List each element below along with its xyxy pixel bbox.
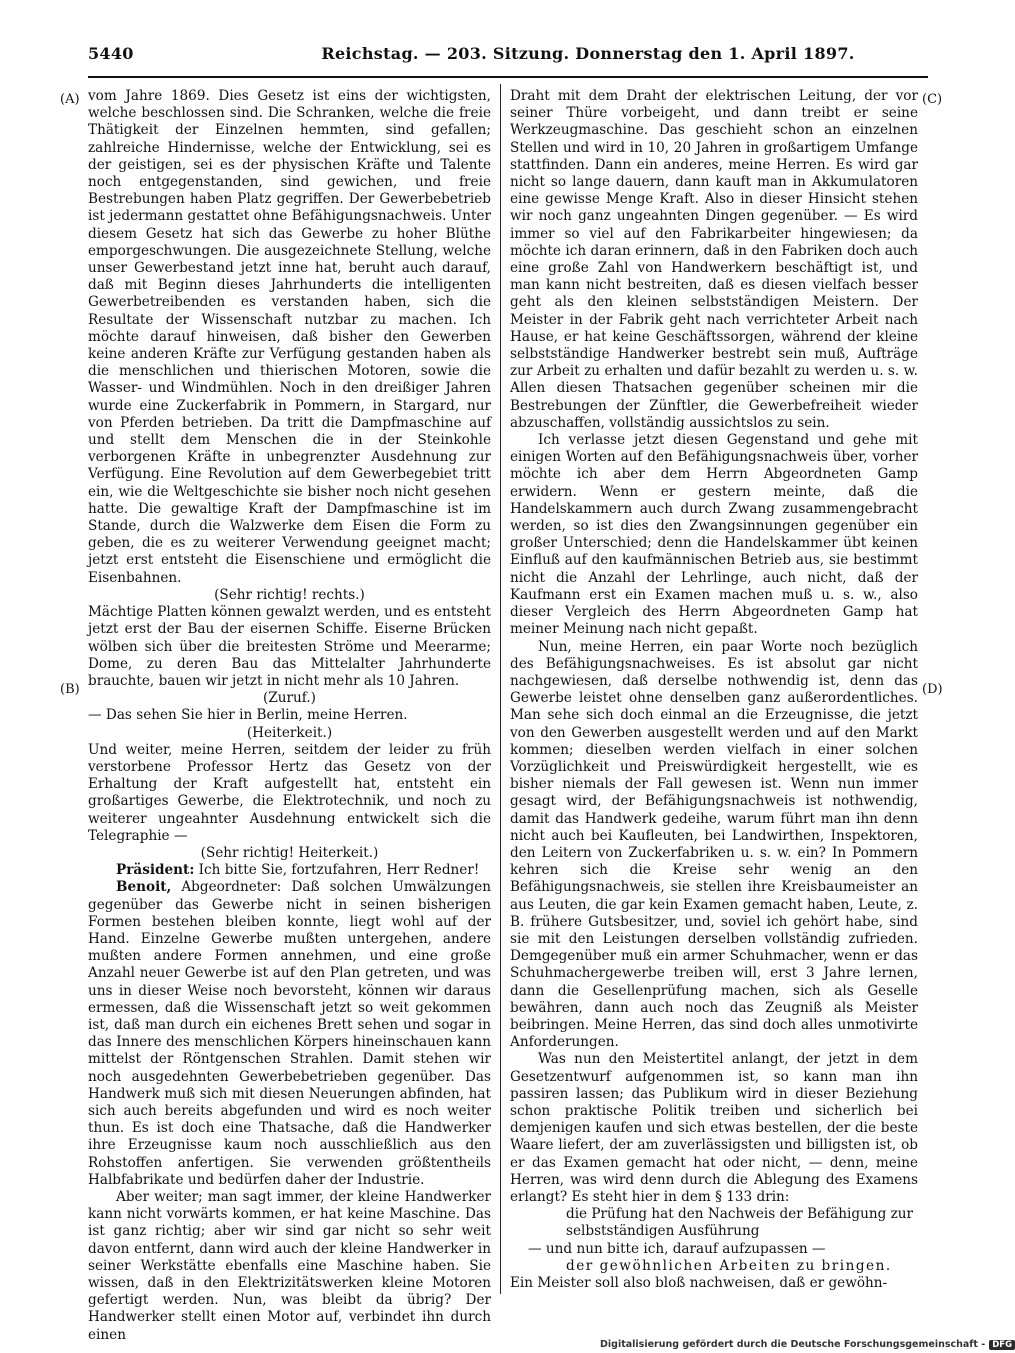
page-title: Reichstag. — 203. Sitzung. Donnerstag den 1. April 1897. xyxy=(321,44,855,63)
margin-mark-c: (C) xyxy=(922,92,943,107)
paragraph: Nun, meine Herren, ein paar Worte noch bezüglich des Befähigungsnachweises. Es ist absolut gar nicht nachgewiesen, daß derselbe nothwendig ist, denn das Gewerbe leistet ohne denselben ganz außerordentliches. Man sehe sich doch einmal an die Erzeugnisse, die jetzt von den Gewerben ausgestellt werden und auf den Markt kommen; dieselben werden vielfach in einer solchen Vorzüglichkeit und Preiswürdigkeit hergestellt, wie es bisher niemals der Fall gewesen ist. Wenn nun immer gesagt wird, der Befähigungsnachweis ist nothwendig, damit das Handwerk gedeihe, warum führt man ihn denn nicht auch bei Kaufleuten, bei Landwirthen, Inspektoren, den Leitern von Zuckerfabriken u. s. w. ein? In Pommern kehren sich die Kreise sehr wenig an den Befähigungsnachweis, sie stellen ihre Kreisbaumeister an aus Leuten, die gar kein Examen gemacht haben, Leute, z. B. frühere Gutsbesitzer, und, soviel ich gehört habe, sind sie mit den Leistungen derselben vollständig zufrieden. Demgegenüber muß ein armer Schuhmacher, wenn er das Schuhmachergewerbe treiben will, erst 3 Jahre lernen, dann die Gesellenprüfung machen, sich als Geselle bewähren, dann auch noch das Zeugniß als Meister beibringen. Meine Herren, das sind doch alles unmotivirte Anforderungen. xyxy=(510,638,918,1051)
speaker-name: Präsident: xyxy=(116,862,195,879)
margin-mark-d: (D) xyxy=(922,682,943,697)
margin-mark-a: (A) xyxy=(60,92,80,107)
page-header xyxy=(88,44,988,70)
interjection: (Heiterkeit.) xyxy=(246,724,333,741)
speaker-paragraph xyxy=(88,862,491,879)
paragraph: vom Jahre 1869. Dies Gesetz ist eins der wichtigsten, welche beschlossen sind. Die Schranken, welche die freie Thätigkeit der Einzelnen hemmten, sind gefallen; zahlreiche Hindernisse, welche der Entwicklung, sei es der geistigen, sei es der physischen Kräfte und Talente noch entgegenstanden, sind gewichen, und freie Bestrebungen haben Platz gegriffen. Der Gewerbebetrieb ist jedermann gestattet ohne Befähigungsnachweis. Unter diesem Gesetz hat sich das Gewerbe zu hoher Blüthe emporgeschwungen. Die ausgezeichnete Stellung, welche unser Gewerbestand jetzt inne hat, beruht auch darauf, daß mit Beginn dieses Jahrhunderts die intelligenten Gewerbetreibenden es verstanden haben, sich die Resultate der Wissenschaft nutzbar zu machen. Ich möchte darauf hinweisen, daß bisher den Gewerben keine anderen Kräfte zur Verfügung gestanden haben als die menschlichen und thierischen Motoren, sowie die Wasser- und Windmühlen. Noch in den dreißiger Jahren wurde eine Zuckerfabrik in Pommern, in Stargard, nur von Pferden betrieben. Da tritt die Dampfmaschine auf und stellt dem Menschen die in der Steinkohle verborgenen Kräfte in unbegrenzter Ausdehnung zur Verfügung. Eine Revolution auf dem Gewerbegebiet tritt ein, wie die Weltgeschichte sie bisher noch nicht gesehen hatte. Die gewaltige Kraft der Dampfmaschine ist im Stande, durch die Walzwerke dem Eisen die Form zu geben, die es zu weiterer Verwendung geeignet macht; jetzt erst entsteht die Eisenschiene und ermöglicht die Eisenbahnen. xyxy=(88,88,491,586)
dfg-logo-icon: DFG xyxy=(989,1340,1015,1350)
header-rule xyxy=(88,76,928,78)
paragraph: Was nun den Meistertitel anlangt, der jetzt in dem Gesetzentwurf aufgenommen ist, so kann man ihn passiren lassen; das Publikum wird in dieser Beziehung schon praktische Politik treiben und sicherlich bei demjenigen kaufen und sich etwas bestellen, der die beste Waare liefert, der am zuverlässigsten und billigsten ist, ob er das Examen gemacht hat oder nicht, — denn, meine Herren, was wird denn durch die Ablegung des Examens erlangt? Es steht hier in dem § 133 drin: xyxy=(510,1051,918,1205)
quotation-aside: — und nun bitte ich, darauf aufzupassen — xyxy=(528,1240,826,1257)
right-column xyxy=(510,88,918,1292)
paragraph: Ich verlasse jetzt diesen Gegenstand und gehe mit einigen Worten auf den Befähigungsnachweis über, vorher möchte ich aber dem Herrn Abgeordneten Gamp erwidern. Wenn er gestern meinte, daß die Handelskammern auch durch Zwang zusammengebracht werden, so ist dies den Zwangsinnungen gegenüber ein großer Unterschied; denn die Handelskammer übt keinen Einfluß auf den kaufmännischen Betrieb aus, sie bestimmt nicht die Anzahl der Lehrlinge, auch nicht, daß der Kaufmann erst ein Examen machen muß u. s. w., also dieser Vergleich des Herrn Abgeordneten Gamp hat meiner Meinung nach nicht gepaßt. xyxy=(510,432,918,638)
page-number: 5440 xyxy=(88,44,134,63)
paragraph: Mächtige Platten können gewalzt werden, und es entsteht jetzt erst der Bau der eisernen Schiffe. Eiserne Brücken wölben sich über die breitesten Ströme und Meerarme; Dome, zu deren Bau das Mittelalter Jahrhunderte brauchte, bauen wir jetzt in nicht mehr als 10 Jahren. xyxy=(88,604,491,689)
footer-credit xyxy=(600,1339,1013,1353)
speech-text: Abgeordneter: Daß solchen Umwälzungen gegenüber das Gewerbe nicht in seinen bisherigen Formen bestehen bleiben konnte, liegt wohl auf der Hand. Einzelne Gewerbe mußten untergehen, andere mußten andere Formen annehmen, und eine große Anzahl neuer Gewerbe ist auf den Plan getreten, und was uns in dieser Weise noch bevorsteht, können wir daraus ermessen, daß die Wissenschaft jetzt so weit gekommen ist, daß man durch ein eichenes Brett sehen und sogar in das Innere des menschlichen Körpers hineinschauen kann mittelst der Röntgenschen Strahlen. Damit stehen wir noch ausgedehnten Gewerbebetrieben gegenüber. Das Handwerk muß sich mit diesen Neuerungen abfinden, hat sich auch bereits abgefunden und wird es noch weiter thun. Es ist doch eine Thatsache, daß die Handwerker ihre Erzeugnisse kaum noch ausschließlich aus den Rohstoffen anfertigen. Sie verwenden größtentheils Halbfabrikate und bedürfen daher der Industrie. xyxy=(88,879,491,1188)
footer-text: Digitalisierung gefördert durch die Deutsche Forschungsgemeinschaft - xyxy=(600,1339,986,1350)
column-divider xyxy=(500,84,501,1294)
interjection: (Sehr richtig! Heiterkeit.) xyxy=(200,844,379,861)
interjection: (Sehr richtig! rechts.) xyxy=(214,586,365,603)
speech-text: Ich bitte Sie, fortzufahren, Herr Redner! xyxy=(194,862,480,879)
speaker-paragraph xyxy=(88,879,491,1189)
interjection: (Zuruf.) xyxy=(263,690,316,707)
paragraph: Aber weiter; man sagt immer, der kleine Handwerker kann nicht vorwärts kommen, er hat keine Maschine. Das ist ganz richtig; aber wir sind gar nicht so sehr weit davon entfernt, dann wird auch der kleine Handwerker in seiner Werkstätte ebenfalls eine Maschine haben. Sie wissen, daß in den Elektrizitätswerken kleine Motoren gefertigt werden. Nun, was bleibt da übrig? Der Handwerker stellt einen Motor auf, verbindet ihn durch einen xyxy=(88,1189,491,1343)
paragraph: Ein Meister soll also bloß nachweisen, daß er gewöhn- xyxy=(510,1275,888,1292)
quotation: die Prüfung hat den Nachweis der Befähigung zur selbstständigen Ausführung xyxy=(566,1206,914,1240)
quotation: der gewöhnlichen Arbeiten zu bringen. xyxy=(566,1257,892,1274)
paragraph: — Das sehen Sie hier in Berlin, meine Herren. xyxy=(88,707,408,724)
paragraph: Draht mit dem Draht der elektrischen Leitung, der vor seiner Thüre vorbeigeht, und dann treibt er seine Werkzeugmaschine. Das geschieht schon an einzelnen Stellen und wird in 10, 20 Jahren in großartigem Umfange stattfinden. Dann ein anderes, meine Herren. Es wird gar nicht so lange dauern, dann kauft man in Akkumulatoren eine gewisse Menge Kraft. Also in dieser Hinsicht stehen wir noch ganz ungeahnten Dingen gegenüber. — Es wird immer so viel auf den Fabrikarbeiter hingewiesen; da möchte ich daran erinnern, daß in den Fabriken doch auch eine große Zahl von Handwerkern beschäftigt ist, und man kann nicht bestreiten, daß es diesen vielfach besser geht als den kleinen selbstständigen Meistern. Der Meister in der Fabrik geht nach verrichteter Arbeit nach Hause, er hat keine Geschäftssorgen, während der kleine selbstständige Handwerker bestrebt sein muß, Aufträge zur Arbeit zu erhalten und dafür bezahlt zu werden u. s. w. Allen diesen Thatsachen gegenüber scheinen mir die Bestrebungen der Zünftler, die Gewerbefreiheit wieder abzuschaffen, vollständig aussichtslos zu sein. xyxy=(510,88,918,431)
speaker-name: Benoit, xyxy=(116,879,172,896)
paragraph: Und weiter, meine Herren, seitdem der leider zu früh verstorbene Professor Hertz das Gesetz von der Erhaltung der Kraft aufgestellt hat, entsteht ein großartiges Gewerbe, die Elektrotechnik, und noch zu weiterer ungeahnter Ausdehnung entwickelt sich die Telegraphie — xyxy=(88,741,491,844)
margin-mark-b: (B) xyxy=(60,682,80,697)
left-column xyxy=(88,88,491,1344)
